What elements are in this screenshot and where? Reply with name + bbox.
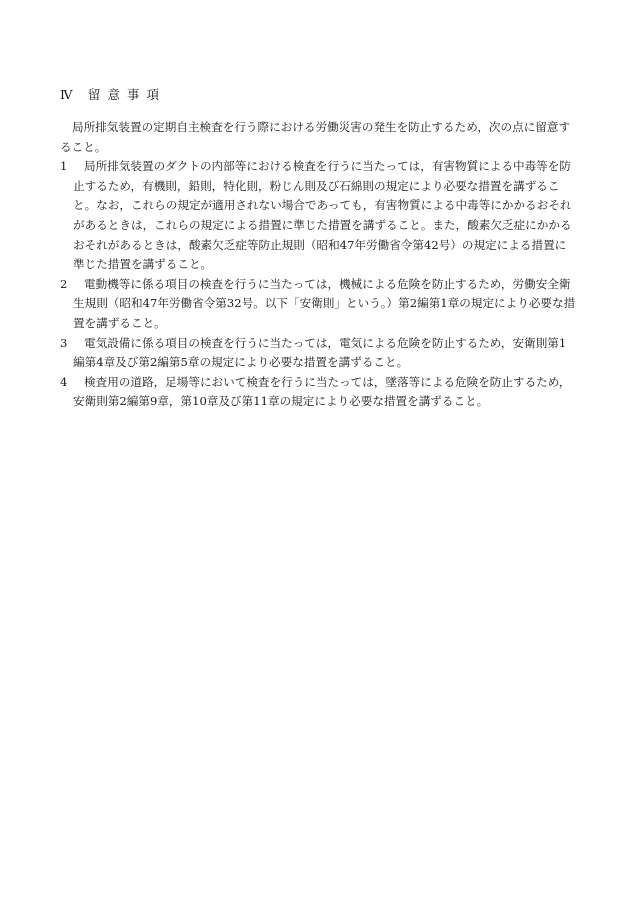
list-item-text: 電気設備に係る項目の検査を行うに当たっては，電気による危険を防止するため，安衛則第1編第4章及び第2編第5章の規定により必要な措置を講ずること。 xyxy=(73,335,567,370)
document-body xyxy=(60,118,576,412)
list-item xyxy=(60,334,576,373)
list-item-number: 4 xyxy=(60,374,68,389)
list-item xyxy=(60,275,576,334)
section-numeral: Ⅳ xyxy=(60,87,73,102)
list-item-number: 1 xyxy=(60,159,68,174)
intro-paragraph: 局所排気装置の定期自主検査を行う際における労働災害の発生を防止するため，次の点に留意すること。 xyxy=(60,120,571,154)
list-item xyxy=(60,157,576,275)
list-item-text: 局所排気装置のダクトの内部等における検査を行うに当たっては，有害物質による中毒等を防止するため，有機則，鉛則，特化則，粉じん則及び石綿則の規定により必要な措置を講ずること。なお，これらの規定が適用されない場合であっても，有害物質による中毒等にかかるおそれがあるときは，これらの規定による措置に準じた措置を講ずること。また，酸素欠乏症にかかるおそれがあるときは，酸素欠乏症等防止規則（昭和47年労働省令第42号）の規定による措置に準じた措置を講ずること。 xyxy=(73,159,572,272)
section-heading xyxy=(60,86,166,104)
list-item-text: 検査用の道路，足場等において検査を行うに当たっては，墜落等による危険を防止するため，安衛則第2編第9章，第10章及び第11章の規定により必要な措置を講ずること。 xyxy=(73,374,571,409)
list-item xyxy=(60,373,576,412)
list-item-number: 2 xyxy=(60,276,68,291)
list-item-number: 3 xyxy=(60,335,68,350)
section-title: 留意事項 xyxy=(88,87,167,102)
list-item-text: 電動機等に係る項目の検査を行うに当たっては，機械による危険を防止するため，労働安全衛生規則（昭和47年労働省令第32号。以下「安衛則」という。）第2編第1章の規定により必要な措置を講ずること。 xyxy=(73,276,576,330)
